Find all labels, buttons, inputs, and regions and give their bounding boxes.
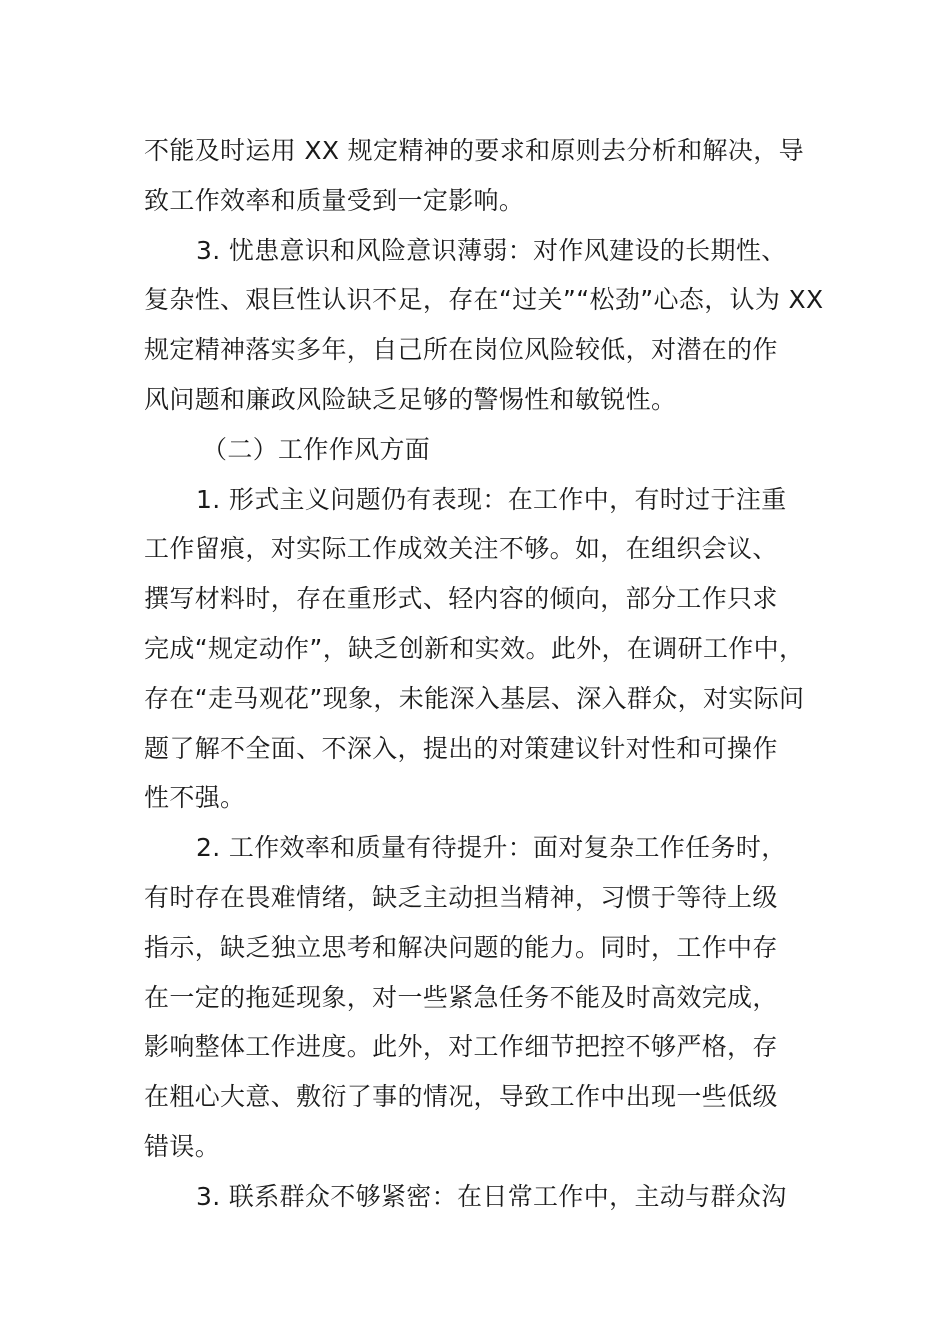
text-line: 有时存在畏难情绪，缺乏主动担当精神，习惯于等待上级 — [144, 882, 778, 912]
paragraph-start-line: 2. 工作效率和质量有待提升：面对复杂工作任务时， — [196, 833, 787, 863]
paragraph-start-line: 1. 形式主义问题仍有表现：在工作中，有时过于注重 — [196, 484, 787, 514]
text-line: 不能及时运用 XX 规定精神的要求和原则去分析和解决，导 — [144, 136, 804, 165]
text-line: 规定精神落实多年，自己所在岗位风险较低，对潜在的作 — [144, 335, 778, 365]
text-line: 影响整体工作进度。此外，对工作细节把控不够严格，存 — [144, 1032, 778, 1062]
text-line: 指示，缺乏独立思考和解决问题的能力。同时，工作中存 — [144, 932, 778, 962]
document-body — [144, 126, 824, 1222]
paragraph-start-line: 3. 忧患意识和风险意识薄弱：对作风建设的长期性、 — [196, 235, 787, 265]
text-line: 风问题和廉政风险缺乏足够的警惕性和敏锐性。 — [144, 384, 677, 414]
text-line: 题了解不全面、不深入，提出的对策建议针对性和可操作 — [144, 733, 778, 763]
text-line: 在粗心大意、敷衍了事的情况，导致工作中出现一些低级 — [144, 1082, 778, 1112]
text-line: 复杂性、艰巨性认识不足，存在“过关”“松劲”心态，认为 XX — [144, 285, 824, 315]
text-line: 在一定的拖延现象，对一些紧急任务不能及时高效完成， — [144, 982, 778, 1012]
text-line: 致工作效率和质量受到一定影响。 — [144, 185, 525, 215]
section-heading: （二）工作作风方面 — [202, 434, 431, 464]
text-line: 错误。 — [144, 1131, 221, 1161]
text-line: 撰写材料时，存在重形式、轻内容的倾向，部分工作只求 — [144, 584, 778, 614]
paragraph-start-line: 3. 联系群众不够紧密：在日常工作中，主动与群众沟 — [196, 1181, 787, 1211]
text-line: 存在“走马观花”现象，未能深入基层、深入群众，对实际问 — [144, 683, 805, 713]
text-line: 性不强。 — [144, 783, 246, 813]
text-line: 工作留痕，对实际工作成效关注不够。如，在组织会议、 — [144, 534, 778, 564]
text-line: 完成“规定动作”，缺乏创新和实效。此外，在调研工作中， — [144, 633, 805, 663]
